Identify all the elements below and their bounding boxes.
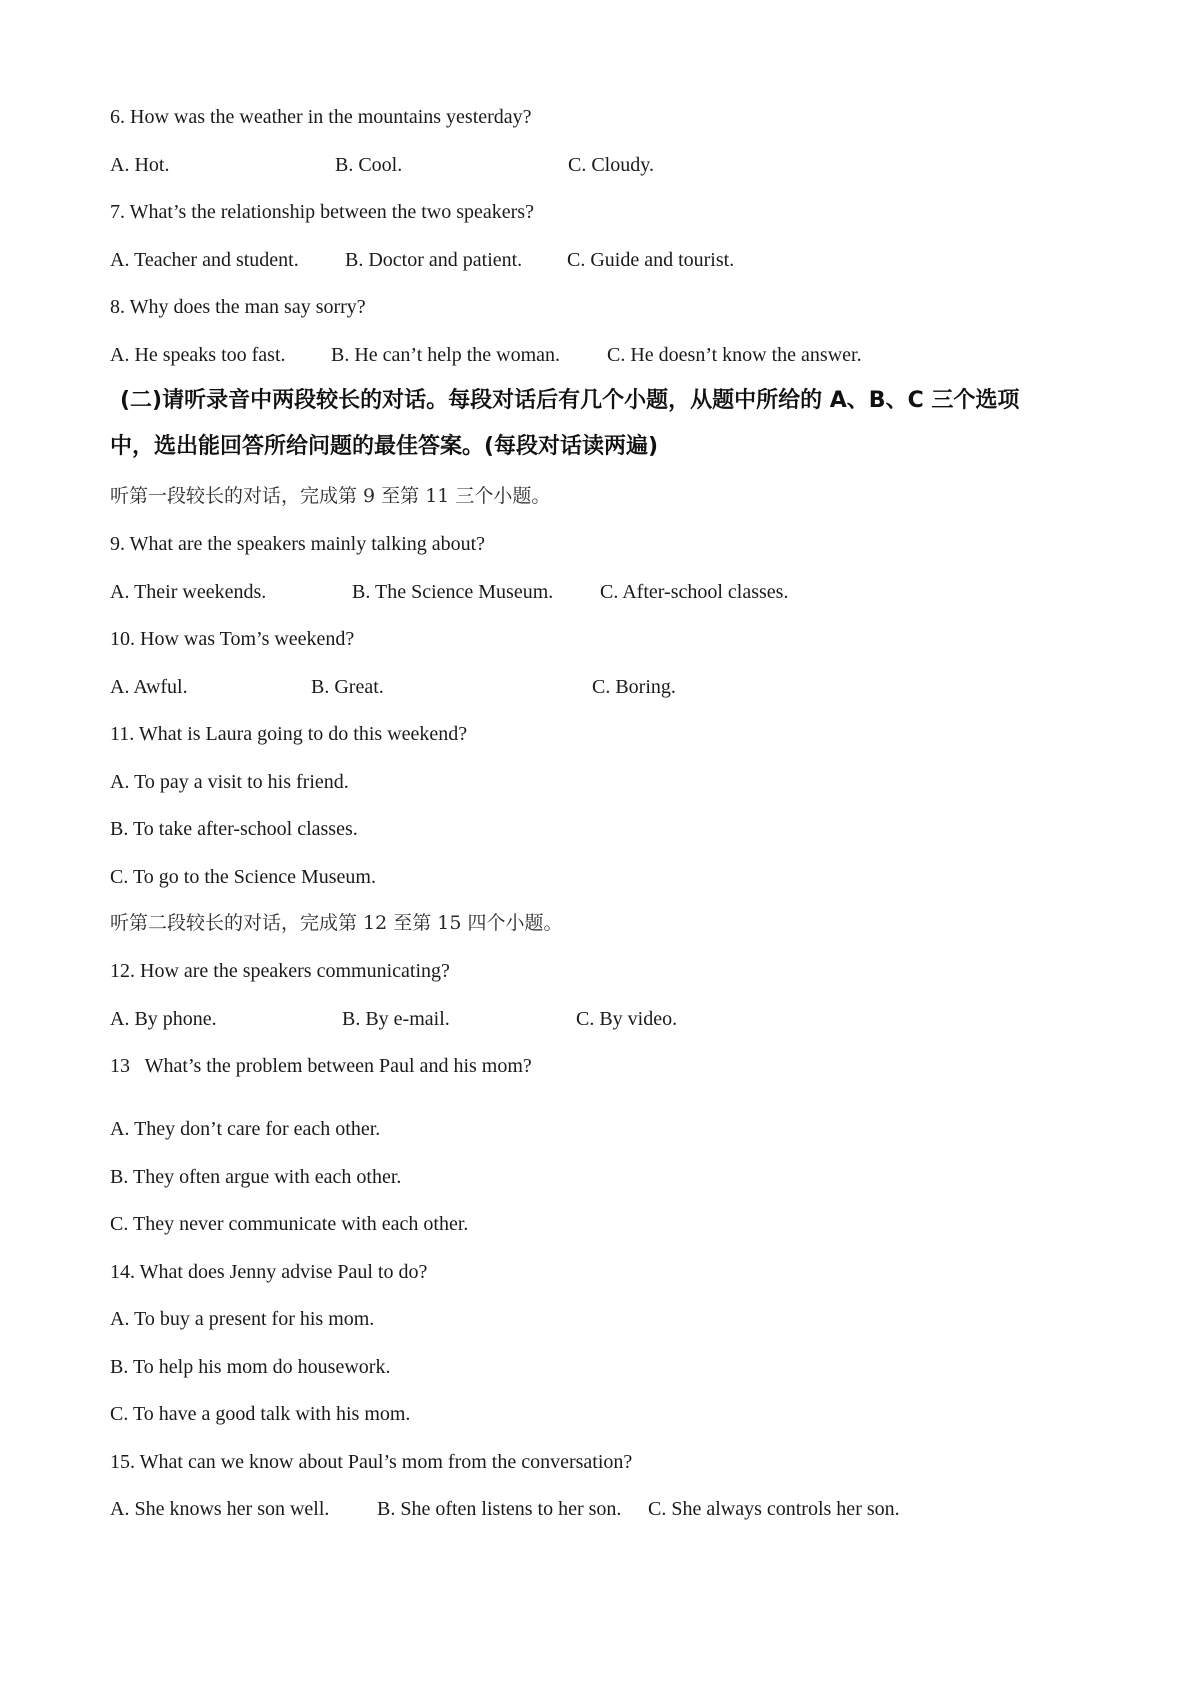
q8-option-b: B. He can’t help the woman. — [331, 344, 561, 366]
question-9: 9. What are the speakers mainly talking about? — [110, 533, 486, 555]
q11-option-c: C. To go to the Science Museum. — [110, 866, 376, 888]
q12-option-b: B. By e-mail. — [342, 1008, 450, 1030]
q7-option-b: B. Doctor and patient. — [345, 249, 523, 271]
q11-option-a: A. To pay a visit to his friend. — [110, 771, 349, 793]
question-13: 13 What’s the problem between Paul and his mom? — [110, 1055, 532, 1077]
q10-option-b: B. Great. — [311, 676, 384, 698]
q14-option-c: C. To have a good talk with his mom. — [110, 1403, 411, 1425]
section-2-heading-line-1: (二)请听录音中两段较长的对话。每段对话后有几个小题，从题中所给的 A、B、C 三个选项 — [120, 388, 1020, 413]
dialogue-1-intro: 听第一段较长的对话，完成第 9 至第 11 三个小题。 — [110, 485, 551, 507]
question-11: 11. What is Laura going to do this weekend? — [110, 723, 468, 745]
question-7: 7. What’s the relationship between the two speakers? — [110, 201, 534, 223]
q11-option-b: B. To take after-school classes. — [110, 818, 358, 840]
q15-option-b: B. She often listens to her son. — [377, 1498, 622, 1520]
q7-option-a: A. Teacher and student. — [110, 249, 299, 271]
q7-option-c: C. Guide and tourist. — [567, 249, 735, 271]
q9-option-c: C. After-school classes. — [600, 581, 789, 603]
question-15: 15. What can we know about Paul’s mom from the conversation? — [110, 1451, 633, 1473]
q12-option-a: A. By phone. — [110, 1008, 217, 1030]
q15-option-a: A. She knows her son well. — [110, 1498, 330, 1520]
q14-option-b: B. To help his mom do housework. — [110, 1356, 391, 1378]
question-12: 12. How are the speakers communicating? — [110, 960, 450, 982]
q10-option-c: C. Boring. — [592, 676, 676, 698]
q6-option-b: B. Cool. — [335, 154, 403, 176]
q9-option-b: B. The Science Museum. — [352, 581, 554, 603]
question-6: 6. How was the weather in the mountains yesterday? — [110, 106, 532, 128]
q13-option-b: B. They often argue with each other. — [110, 1166, 402, 1188]
q9-option-a: A. Their weekends. — [110, 581, 267, 603]
q6-option-a: A. Hot. — [110, 154, 170, 176]
q15-option-c: C. She always controls her son. — [648, 1498, 900, 1520]
q12-option-c: C. By video. — [576, 1008, 678, 1030]
q14-option-a: A. To buy a present for his mom. — [110, 1308, 375, 1330]
q8-option-c: C. He doesn’t know the answer. — [607, 344, 862, 366]
question-10: 10. How was Tom’s weekend? — [110, 628, 355, 650]
q13-option-c: C. They never communicate with each other. — [110, 1213, 469, 1235]
question-14: 14. What does Jenny advise Paul to do? — [110, 1261, 428, 1283]
q10-option-a: A. Awful. — [110, 676, 188, 698]
section-2-heading-line-2: 中，选出能回答所给问题的最佳答案。(每段对话读两遍) — [110, 434, 659, 459]
q6-option-c: C. Cloudy. — [568, 154, 654, 176]
q13-option-a: A. They don’t care for each other. — [110, 1118, 381, 1140]
dialogue-2-intro: 听第二段较长的对话，完成第 12 至第 15 四个小题。 — [110, 912, 563, 934]
q8-option-a: A. He speaks too fast. — [110, 344, 286, 366]
question-8: 8. Why does the man say sorry? — [110, 296, 366, 318]
section-2-heading — [110, 378, 1110, 470]
